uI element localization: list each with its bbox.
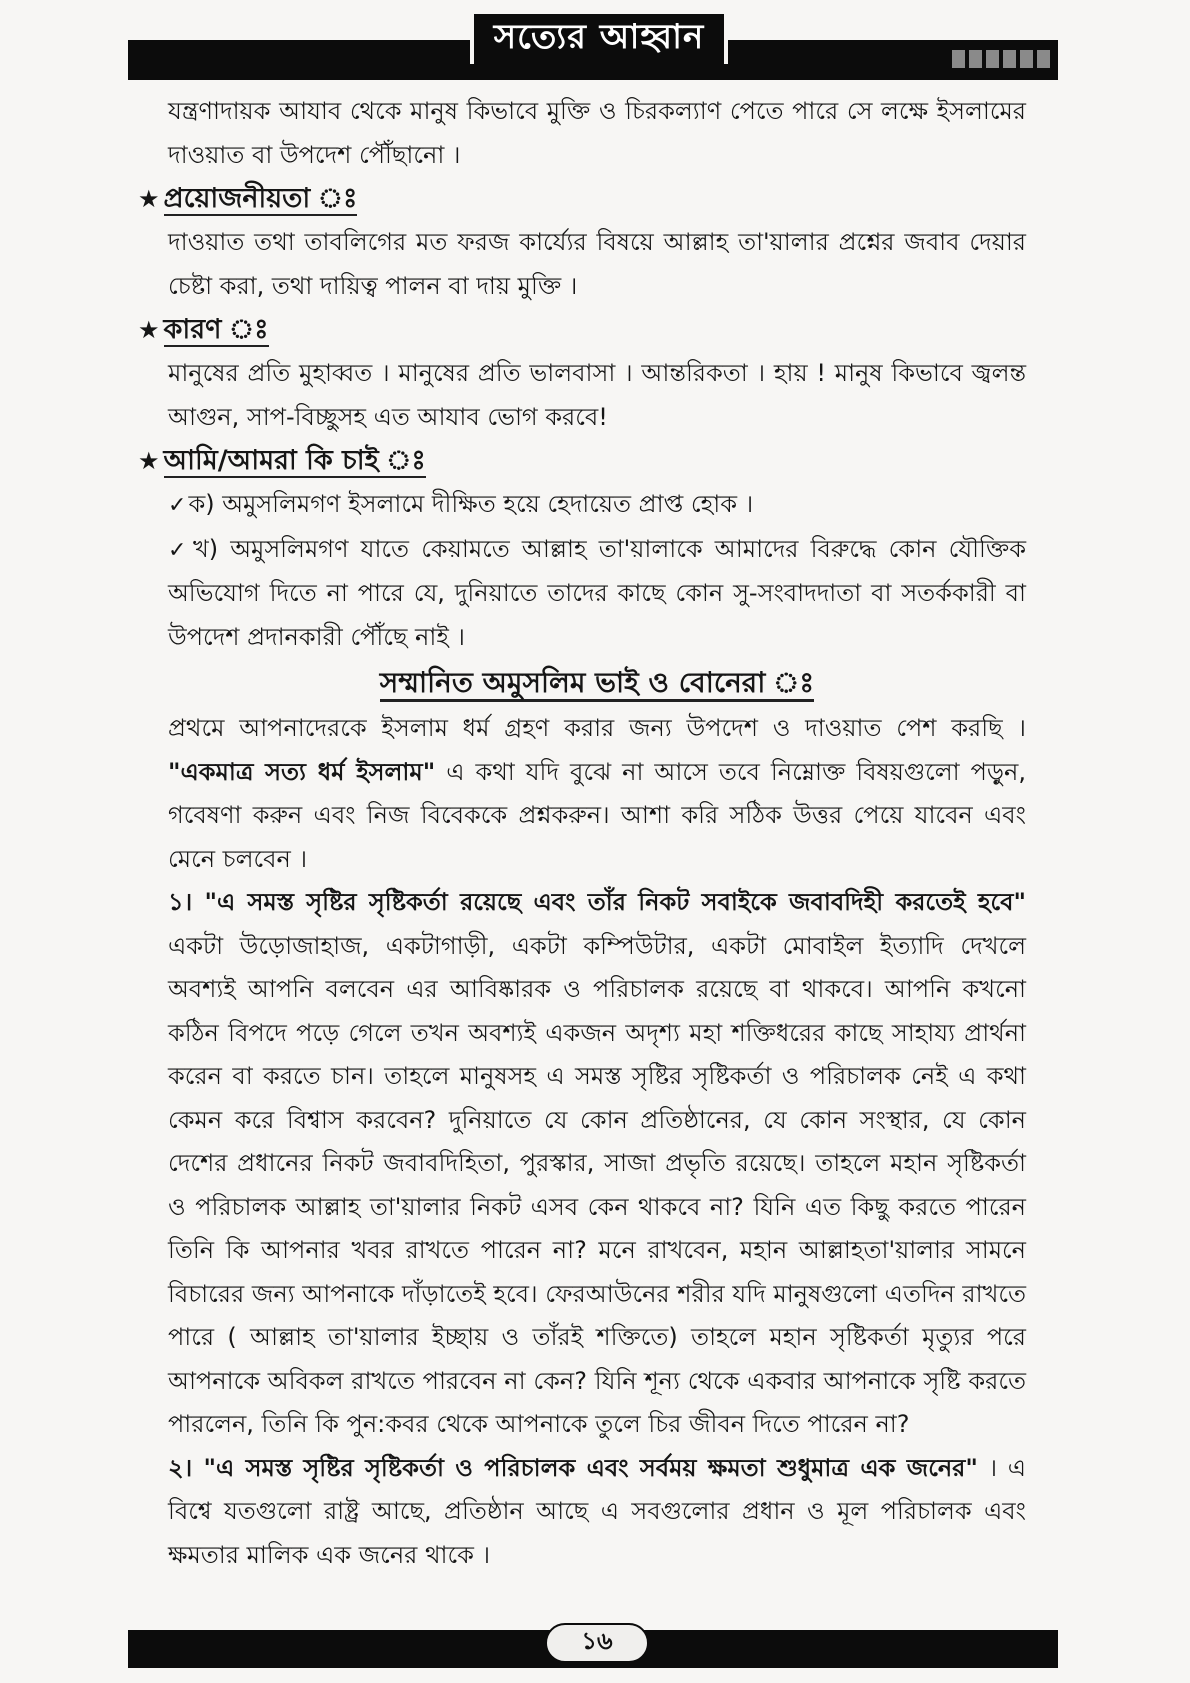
point-1-text: একটা উড়োজাহাজ, একটাগাড়ী, একটা কম্পিউটার, একটা মোবাইল ইত্যাদি দেখলে অবশ্যই আপনি বলবেন এর আবিষ্কারক ও পরিচালক রয়েছে বা থাকবে। আপনি কখনো কঠিন বিপদে পড়ে গেলে তখন অবশ্যই একজন অদৃশ্য মহা শক্তিধরের কাছে সাহায্য প্রার্থনা করেন বা করতে চান। তাহলে মানুষসহ এ সমস্ত সৃষ্টির সৃষ্টিকর্তা ও পরিচালক নেই এ কথা কেমন করে বিশ্বাস করবেন? দুনিয়াতে যে কোন প্রতিষ্ঠানের, যে কোন সংস্থার, যে কোন দেশের প্রধানের নিকট জবাবদিহিতা, পুরস্কার, সাজা প্রভৃতি রয়েছে। তাহলে মহান সৃষ্টিকর্তা ও পরিচালক আল্লাহ তা'য়ালার নিকট এসব কেন থাকবে না? যিনি এত কিছু করতে পারেন তিনি কি আপনার খবর রাখতে পারেন না? মনে রাখবেন, মহান আল্লাহতা'য়ালার সামনে বিচারের জন্য আপনাকে দাঁড়াতেই হবে। ফেরআউনের শরীর যদি মানুষগুলো এতদিন রাখতে পারে ( আল্লাহ তা'য়ালার ইচ্ছায় ও তাঁরই শক্তিতে) তাহলে মহান সৃষ্টিকর্তা মৃত্যুর পরে আপনাকে অবিকল রাখতে পারবেন না কেন? যিনি শূন্য থেকে একবার আপনাকে সৃষ্টি করতে পারলেন, তিনি কি পুন:কবর থেকে আপনাকে তুলে চির জীবন দিতে পারেন না? — [168, 931, 1026, 1438]
want-item-a: ✓ক) অমুসলিমগণ ইসলামে দীক্ষিত হয়ে হেদায়েত প্রাপ্ত হোক । — [168, 490, 754, 518]
point-2-title: ২। "এ সমস্ত সৃষ্টির সৃষ্টিকর্তা ও পরিচালক এবং সর্বময় ক্ষমতা শুধুমাত্র এক জনের" — [168, 1453, 978, 1482]
star-icon: ★ — [138, 447, 160, 475]
point-1-title: ১। "এ সমস্ত সৃষ্টির সৃষ্টিকর্তা রয়েছে এবং তাঁর নিকট সবাইকে জবাবদিহী করতেই হবে" — [168, 888, 1026, 916]
need-paragraph: দাওয়াত তথা তাবলিগের মত ফরজ কার্য্যের বিষয়ে আল্লাহ তা'য়ালার প্রশ্নের জবাব দেয়ার চেষ্টা করা, তথা দায়িত্ব পালন বা দায় মুক্তি । — [168, 228, 1026, 300]
section-heading-need: ★ প্রয়োজনীয়তা ঃ — [138, 183, 358, 214]
page-number: ১৬ — [545, 1623, 649, 1663]
check-icon: ✓ — [168, 537, 191, 563]
point-2 — [168, 1447, 1026, 1578]
main-content — [138, 90, 1027, 1577]
section-heading-reason: ★ কারণ ঃ — [138, 314, 269, 345]
section-heading-want: ★ আমি/আমরা কি চাই ঃ — [138, 445, 426, 476]
intro-paragraph: যন্ত্রণাদায়ক আযাব থেকে মানুষ কিভাবে মুক্তি ও চিরকল্যাণ পেতে পারে সে লক্ষে ইসলামের দাওয়াত বা উপদেশ পৌঁছানো । — [168, 97, 1026, 169]
star-icon: ★ — [138, 316, 160, 344]
star-icon: ★ — [138, 185, 160, 213]
want-item-b: ✓খ) অমুসলিমগণ যাতে কেয়ামতে আল্লাহ তা'য়ালাকে আমাদের বিরুদ্ধে কোন যৌক্তিক অভিযোগ দিতে না পারে যে, দুনিয়াতে তাদের কাছে কোন সু-সংবাদদাতা বা সতর্ককারী বা উপদেশ প্রদানকারী পৌঁছে নাই । — [168, 534, 1027, 651]
address-paragraph: প্রথমে আপনাদেরকে ইসলাম ধর্ম গ্রহণ করার জন্য উপদেশ ও দাওয়াত পেশ করছি । "একমাত্র সত্য ধর্ম ইসলাম" এ কথা যদি বুঝে না আসে তবে নিম্নোক্ত বিষয়গুলো পড়ুন, গবেষণা করুন এবং নিজ বিবেককে প্রশ্নকরুন। আশা করি সঠিক উত্তর পেয়ে যাবেন এবং মেনে চলবেন । — [168, 714, 1026, 873]
reason-paragraph: মানুষের প্রতি মুহাব্বত । মানুষের প্রতি ভালবাসা । আন্তরিকতা । হায় ! মানুষ কিভাবে জ্বলন্ত আগুন, সাপ-বিচ্ছুসহ এত আযাব ভোগ করবে! — [168, 359, 1026, 431]
point-1 — [168, 881, 1026, 1447]
book-title: সত্যের আহ্বান — [470, 14, 728, 64]
address-heading: সম্মানিত অমুসলিম ভাই ও বোনেরা ঃ — [168, 659, 1026, 707]
point-2-text: । এ বিশ্বে যতগুলো রাষ্ট্র আছে, প্রতিষ্ঠান আছে এ সবগুলোর প্রধান ও মূল পরিচালক এবং ক্ষমতার মালিক এক জনের থাকে । — [168, 1453, 1026, 1569]
check-icon: ✓ — [168, 493, 187, 518]
decorative-squares — [952, 50, 1050, 68]
